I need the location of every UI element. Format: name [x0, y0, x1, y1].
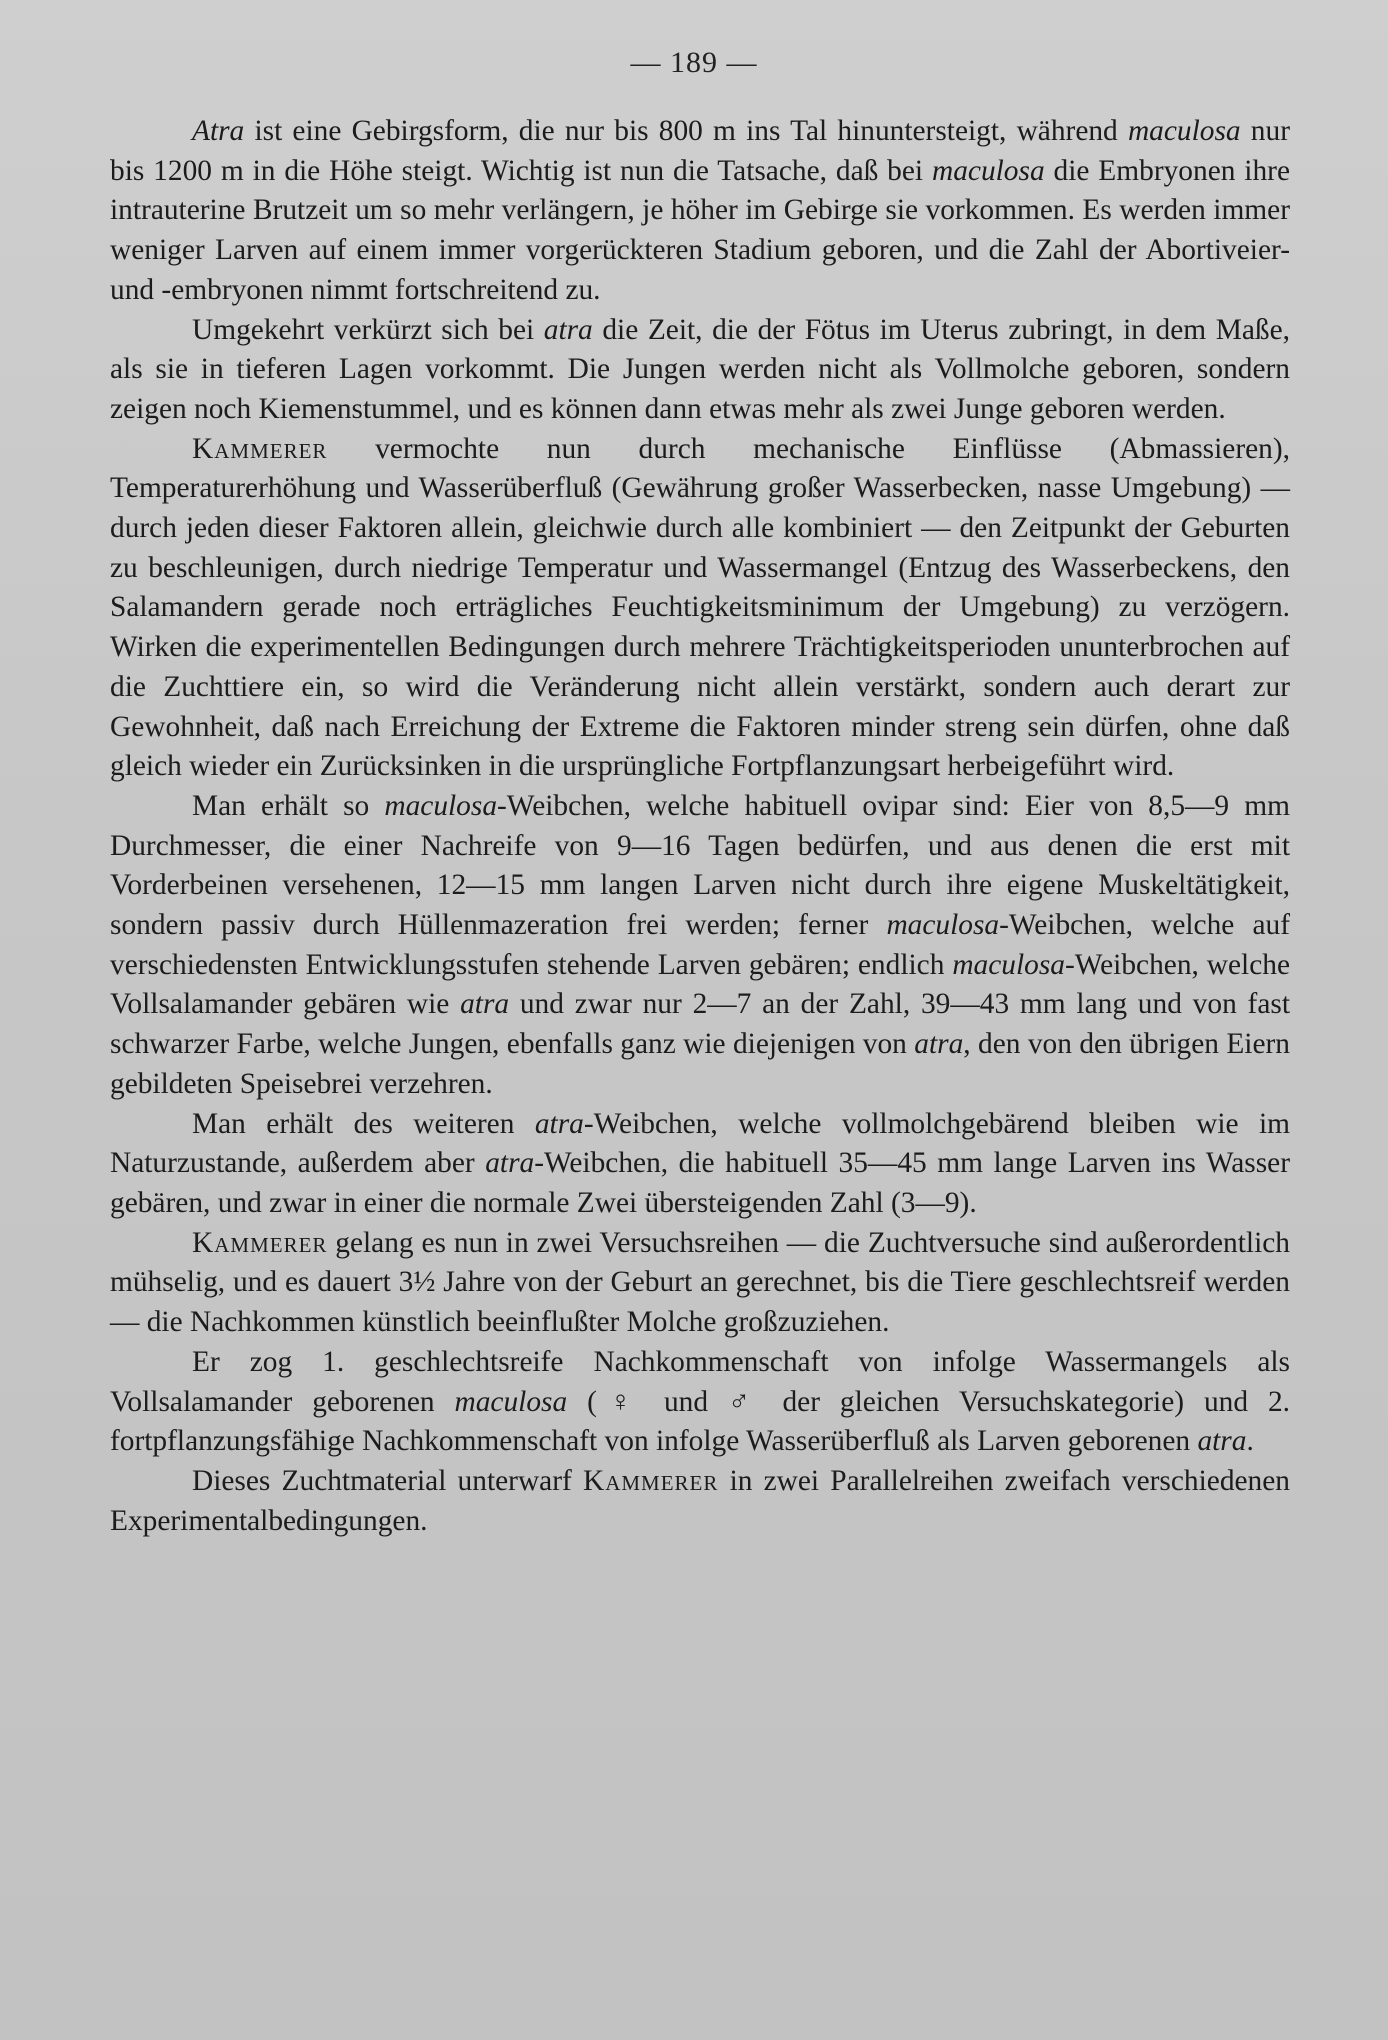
paragraph: [110, 787, 1290, 1105]
text-run: gelang es nun in zwei Versuchsreihen — die Zuchtversuche sind außerordentlich mühselig, und es dauert 3½ Jahre von der Geburt an gerechnet, bis die Tiere geschlechtsreif werden — die Nachkommen künstlich beeinflußter Molche großzuziehen.: [110, 1226, 1290, 1339]
text-run: -Weibchen, welche auf verschiedensten Entwicklungsstufen stehende Larven gebären; endlich: [110, 909, 1290, 981]
paragraph: [110, 311, 1290, 430]
paragraph: [110, 1462, 1290, 1541]
italic-term: maculosa: [454, 1385, 568, 1418]
text-run: .: [1246, 1425, 1254, 1458]
italic-term: atra: [485, 1147, 535, 1180]
text-run: , den von den übrigen Eiern gebildeten Speisebrei verzehren.: [110, 1028, 1290, 1100]
page-number: — 189 —: [630, 46, 758, 79]
text-run: Umgekehrt verkürzt sich bei: [192, 313, 544, 346]
paragraph: [110, 430, 1290, 787]
text-run: die Embryonen ihre intrauterine Brutzeit um so mehr verlängern, je höher im Gebirge sie vorkommen. Es werden immer weniger Larven auf einem immer vorgerückteren Stadium geboren, und die Zahl der Abortiveier- und -embryonen nimmt fortschreitend zu.: [110, 154, 1291, 306]
text-run: in zwei Parallelreihen zweifach verschiedenen Experimentalbedingungen.: [110, 1464, 1290, 1537]
text-run: -Weibchen, welche Vollsalamander gebären wie: [110, 948, 1291, 1021]
paragraph: [110, 1343, 1290, 1462]
paragraph: [110, 1105, 1290, 1224]
text-run: -Weibchen, welche vollmolchgebärend bleiben wie im Naturzustande, außerdem aber: [110, 1107, 1290, 1180]
text-run: Man erhält des weiteren: [192, 1107, 535, 1140]
text-run: (♀ und ♂ der gleichen Versuchskategorie) und 2. fortpflanzungsfähige Nachkommenschaft von infolge Wasserüberfluß als Larven geborenen: [110, 1385, 1291, 1458]
italic-term: atra: [543, 313, 593, 346]
italic-term: atra: [914, 1028, 964, 1061]
text-run: und zwar nur 2—7 an der Zahl, 39—43 mm lang und von fast schwarzer Farbe, welche Jungen, ebenfalls ganz wie diejenigen von: [110, 988, 1290, 1061]
author-name: Kammerer: [582, 1464, 719, 1497]
italic-term: Atra: [192, 115, 245, 147]
text-run: nur bis 1200 m in die Höhe steigt. Wichtig ist nun die Tatsache, daß bei: [110, 115, 1290, 187]
text-run: Man erhält so: [192, 789, 385, 822]
text-run: vermochte nun durch mechanische Einflüsse (Abmassieren), Temperaturerhöhung und Wasserüberfluß (Gewährung großer Wasserbecken, nasse Umgebung) — durch jeden dieser Faktoren allein, gleichwie durch alle kombiniert — den Zeitpunkt der Geburten zu beschleunigen, durch niedrige Temperatur und Wassermangel (Entzug des Wasserbeckens, den Salamandern gerade noch erträgliches Feuchtigkeitsminimum der Umgebung) zu verzögern. Wirken die experimentellen Bedingungen durch mehrere Trächtigkeitsperioden ununterbrochen auf die Zuchttiere ein, so wird die Veränderung nicht allein verstärkt, sondern auch derart zur Gewohnheit, daß nach Erreichung der Extreme die Faktoren minder streng sein dürfen, ohne daß gleich wieder ein Zurücksinken in die ursprüngliche Fortpflanzungsart herbeigeführt wird.: [110, 432, 1290, 783]
text-run: ist eine Gebirgsform, die nur bis 800 m ins Tal hinuntersteigt, während: [244, 115, 1128, 147]
text-run: Dieses Zuchtmaterial unterwarf: [192, 1464, 583, 1497]
text-run: -Weibchen, welche habituell ovipar sind: Eier von 8,5—9 mm Durchmesser, die einer Nachreife von 9—16 Tagen bedürfen, und aus denen die erst mit Vorderbeinen versehenen, 12—15 mm langen Larven nicht durch ihre eigene Muskeltätigkeit, sondern passiv durch Hüllenmazeration frei werden; ferner: [110, 789, 1290, 942]
italic-term: maculosa: [931, 154, 1045, 187]
text-run: die Zeit, die der Fötus im Uterus zubringt, in dem Maße, als sie in tieferen Lagen vorkommt. Die Jungen werden nicht als Vollmolche geboren, sondern zeigen noch Kiemenstummel, und es können dann etwas mehr als zwei Junge geboren werden.: [110, 313, 1290, 425]
italic-term: maculosa: [384, 789, 498, 822]
italic-term: maculosa: [952, 948, 1065, 981]
italic-term: atra: [534, 1107, 584, 1140]
author-name: Kammerer: [192, 1226, 328, 1259]
paragraph: [110, 112, 1290, 311]
italic-term: atra: [460, 988, 510, 1021]
italic-term: atra: [1197, 1425, 1247, 1458]
italic-term: maculosa: [886, 909, 1000, 942]
text-run: Er zog 1. geschlechtsreife Nachkommenschaft von infolge Wassermangels als Vollsalamander geborenen: [110, 1345, 1290, 1418]
author-name: Kammerer: [192, 432, 328, 465]
paragraph: [110, 1224, 1290, 1343]
text-run: -Weibchen, die habituell 35—45 mm lange Larven ins Wasser gebären, und zwar in einer die normale Zwei übersteigenden Zahl (3—9).: [110, 1147, 1291, 1219]
body-text: [110, 112, 1290, 1541]
italic-term: maculosa: [1127, 115, 1241, 147]
